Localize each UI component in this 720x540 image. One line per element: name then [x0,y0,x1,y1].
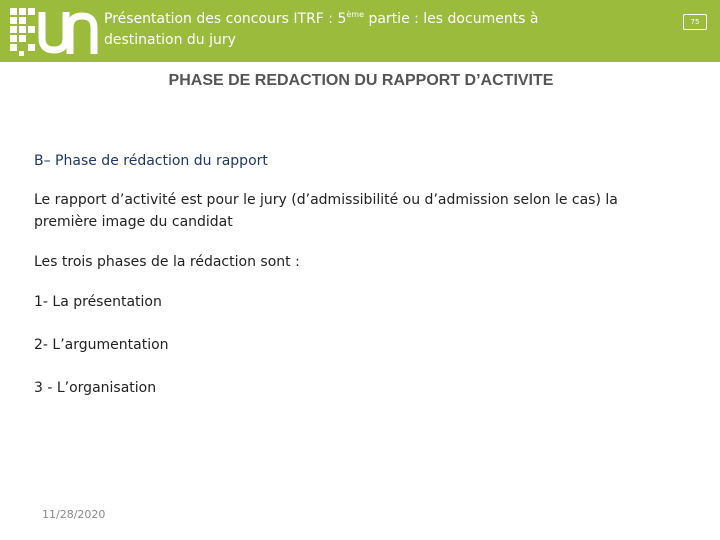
paragraph-intro: Le rapport d’activité est pour le jury (d’admissibilité ou d’admission selon le cas) la première image du candidat [34,192,618,230]
paragraph-phases: Les trois phases de la rédaction sont : [34,254,300,270]
list-item: 2- L’argumentation [34,337,169,353]
title-text-end: partie : les documents à destination du jury [104,11,539,48]
header-bar [0,0,720,62]
page-number: 75 [683,14,707,30]
presentation-title [104,9,544,51]
title-text-start: Présentation des concours ITRF : 5 [104,11,347,27]
section-title: B– Phase de rédaction du rapport [34,153,268,169]
slide-content [34,150,674,420]
slide-date: 11/28/2020 [42,508,106,521]
title-superscript: ème [346,10,365,19]
university-logo-icon [8,6,100,58]
slide-subtitle: PHASE DE REDACTION DU RAPPORT D’ACTIVITE [168,72,554,89]
list-item: 1- La présentation [34,294,162,310]
list-item: 3 - L’organisation [34,380,157,396]
